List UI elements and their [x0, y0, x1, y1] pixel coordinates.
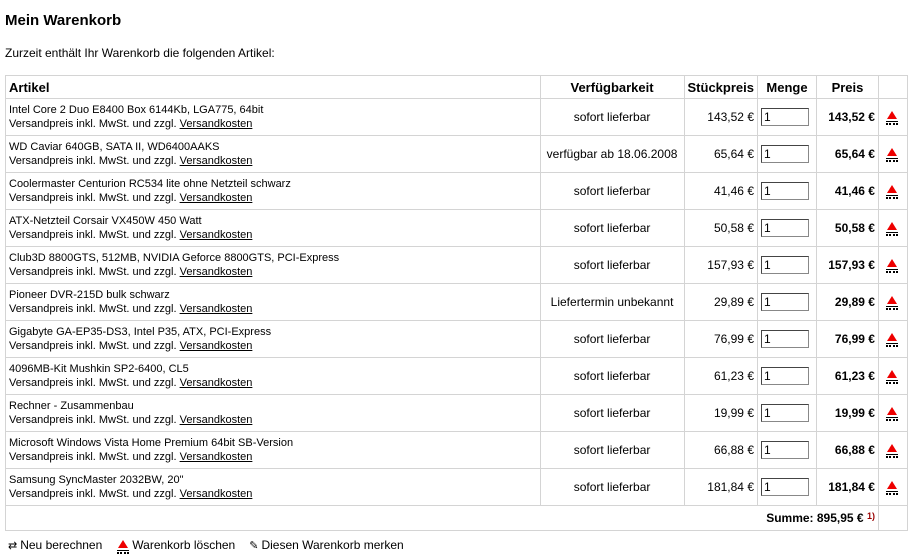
- item-availability: sofort lieferbar: [540, 321, 684, 358]
- item-price: 50,58 €: [816, 210, 878, 247]
- shipping-link[interactable]: Versandkosten: [179, 118, 253, 130]
- item-availability: sofort lieferbar: [540, 395, 684, 432]
- quantity-input[interactable]: [761, 367, 809, 385]
- item-unit-price: 143,52 €: [684, 99, 757, 136]
- recalc-icon: ⇄: [8, 540, 18, 553]
- page-title: Mein Warenkorb: [5, 12, 122, 29]
- delete-item-icon[interactable]: [885, 221, 901, 235]
- delete-item-icon[interactable]: [885, 184, 901, 198]
- item-unit-price: 19,99 €: [684, 395, 757, 432]
- delete-item-icon[interactable]: [885, 295, 901, 309]
- save-cart-button[interactable]: ✎ Diesen Warenkorb merken: [249, 538, 404, 553]
- delete-item-icon[interactable]: [885, 443, 901, 457]
- quantity-input[interactable]: [761, 293, 809, 311]
- col-stueckpreis: Stückpreis: [684, 76, 757, 99]
- item-name: Gigabyte GA-EP35-DS3, Intel P35, ATX, PCI-Express: [9, 326, 272, 338]
- table-row: [6, 99, 908, 136]
- item-unit-price: 65,64 €: [684, 136, 757, 173]
- delete-item-icon[interactable]: [885, 406, 901, 420]
- table-row: [6, 247, 908, 284]
- shipping-link[interactable]: Versandkosten: [179, 340, 253, 352]
- item-unit-price: 50,58 €: [684, 210, 757, 247]
- shipping-note: Versandpreis inkl. MwSt. und zzgl.: [9, 229, 177, 241]
- table-row: [6, 173, 908, 210]
- cart-table: [5, 75, 908, 531]
- item-availability: Liefertermin unbekannt: [540, 284, 684, 321]
- shipping-note: Versandpreis inkl. MwSt. und zzgl.: [9, 118, 177, 130]
- item-availability: sofort lieferbar: [540, 99, 684, 136]
- delete-cart-icon: [116, 539, 132, 553]
- shipping-link[interactable]: Versandkosten: [179, 414, 253, 426]
- shipping-note: Versandpreis inkl. MwSt. und zzgl.: [9, 266, 177, 278]
- item-price: 181,84 €: [816, 469, 878, 506]
- shipping-note: Versandpreis inkl. MwSt. und zzgl.: [9, 451, 177, 463]
- shipping-note: Versandpreis inkl. MwSt. und zzgl.: [9, 377, 177, 389]
- delete-item-icon[interactable]: [885, 110, 901, 124]
- col-verfuegbarkeit: Verfügbarkeit: [540, 76, 684, 99]
- item-unit-price: 66,88 €: [684, 432, 757, 469]
- item-unit-price: 181,84 €: [684, 469, 757, 506]
- item-availability: sofort lieferbar: [540, 173, 684, 210]
- shipping-note: Versandpreis inkl. MwSt. und zzgl.: [9, 488, 177, 500]
- quantity-input[interactable]: [761, 108, 809, 126]
- quantity-input[interactable]: [761, 182, 809, 200]
- quantity-input[interactable]: [761, 441, 809, 459]
- item-unit-price: 41,46 €: [684, 173, 757, 210]
- table-row: [6, 284, 908, 321]
- item-price: 143,52 €: [816, 99, 878, 136]
- sum-total: Summe: 895,95 €: [766, 511, 864, 525]
- item-unit-price: 157,93 €: [684, 247, 757, 284]
- item-name: WD Caviar 640GB, SATA II, WD6400AAKS: [9, 141, 220, 153]
- table-row: [6, 136, 908, 173]
- item-price: 61,23 €: [816, 358, 878, 395]
- item-availability: sofort lieferbar: [540, 432, 684, 469]
- item-availability: sofort lieferbar: [540, 358, 684, 395]
- col-preis: Preis: [816, 76, 878, 99]
- shipping-link[interactable]: Versandkosten: [179, 192, 253, 204]
- pencil-icon: ✎: [249, 540, 259, 553]
- shipping-link[interactable]: Versandkosten: [179, 266, 253, 278]
- table-row: [6, 321, 908, 358]
- item-name: Coolermaster Centurion RC534 lite ohne Netzteil schwarz: [9, 178, 291, 190]
- shipping-link[interactable]: Versandkosten: [179, 377, 253, 389]
- clear-cart-button[interactable]: Warenkorb löschen: [116, 538, 235, 553]
- shipping-link[interactable]: Versandkosten: [179, 303, 253, 315]
- item-price: 157,93 €: [816, 247, 878, 284]
- shipping-link[interactable]: Versandkosten: [179, 451, 253, 463]
- item-availability: verfügbar ab 18.06.2008: [540, 136, 684, 173]
- item-name: ATX-Netzteil Corsair VX450W 450 Watt: [9, 215, 202, 227]
- delete-item-icon[interactable]: [885, 332, 901, 346]
- cart-actions: [8, 538, 404, 553]
- item-price: 41,46 €: [816, 173, 878, 210]
- quantity-input[interactable]: [761, 330, 809, 348]
- item-name: Club3D 8800GTS, 512MB, NVIDIA Geforce 8800GTS, PCI-Express: [9, 252, 340, 264]
- delete-item-icon[interactable]: [885, 147, 901, 161]
- item-unit-price: 29,89 €: [684, 284, 757, 321]
- col-menge: Menge: [758, 76, 817, 99]
- item-name: Intel Core 2 Duo E8400 Box 6144Kb, LGA775, 64bit: [9, 104, 264, 116]
- shipping-note: Versandpreis inkl. MwSt. und zzgl.: [9, 155, 177, 167]
- shipping-link[interactable]: Versandkosten: [179, 155, 253, 167]
- item-unit-price: 76,99 €: [684, 321, 757, 358]
- intro-text: Zurzeit enthält Ihr Warenkorb die folgenden Artikel:: [5, 46, 275, 60]
- item-price: 66,88 €: [816, 432, 878, 469]
- table-row: [6, 210, 908, 247]
- table-row: [6, 395, 908, 432]
- delete-item-icon[interactable]: [885, 480, 901, 494]
- shipping-link[interactable]: Versandkosten: [179, 229, 253, 241]
- item-name: Pioneer DVR-215D bulk schwarz: [9, 289, 170, 301]
- quantity-input[interactable]: [761, 145, 809, 163]
- quantity-input[interactable]: [761, 404, 809, 422]
- quantity-input[interactable]: [761, 478, 809, 496]
- item-price: 76,99 €: [816, 321, 878, 358]
- sum-footnote[interactable]: 1): [866, 511, 875, 521]
- shipping-note: Versandpreis inkl. MwSt. und zzgl.: [9, 303, 177, 315]
- quantity-input[interactable]: [761, 219, 809, 237]
- item-availability: sofort lieferbar: [540, 247, 684, 284]
- item-unit-price: 61,23 €: [684, 358, 757, 395]
- item-price: 19,99 €: [816, 395, 878, 432]
- delete-item-icon[interactable]: [885, 258, 901, 272]
- item-name: Microsoft Windows Vista Home Premium 64bit SB-Version: [9, 437, 294, 449]
- col-actions: [878, 76, 907, 99]
- recalc-button[interactable]: ⇄ Neu berechnen: [8, 538, 103, 553]
- table-row: [6, 358, 908, 395]
- shipping-note: Versandpreis inkl. MwSt. und zzgl.: [9, 192, 177, 204]
- item-name: 4096MB-Kit Mushkin SP2-6400, CL5: [9, 363, 189, 375]
- shipping-note: Versandpreis inkl. MwSt. und zzgl.: [9, 414, 177, 426]
- item-price: 29,89 €: [816, 284, 878, 321]
- col-artikel: Artikel: [6, 76, 541, 99]
- delete-item-icon[interactable]: [885, 369, 901, 383]
- shipping-link[interactable]: Versandkosten: [179, 488, 253, 500]
- item-name: Rechner - Zusammenbau: [9, 400, 134, 412]
- item-name: Samsung SyncMaster 2032BW, 20": [9, 474, 184, 486]
- item-availability: sofort lieferbar: [540, 210, 684, 247]
- item-price: 65,64 €: [816, 136, 878, 173]
- table-row: [6, 469, 908, 506]
- quantity-input[interactable]: [761, 256, 809, 274]
- item-availability: sofort lieferbar: [540, 469, 684, 506]
- shipping-note: Versandpreis inkl. MwSt. und zzgl.: [9, 340, 177, 352]
- table-row: [6, 432, 908, 469]
- sum-row: [6, 506, 908, 531]
- table-header: [6, 76, 908, 99]
